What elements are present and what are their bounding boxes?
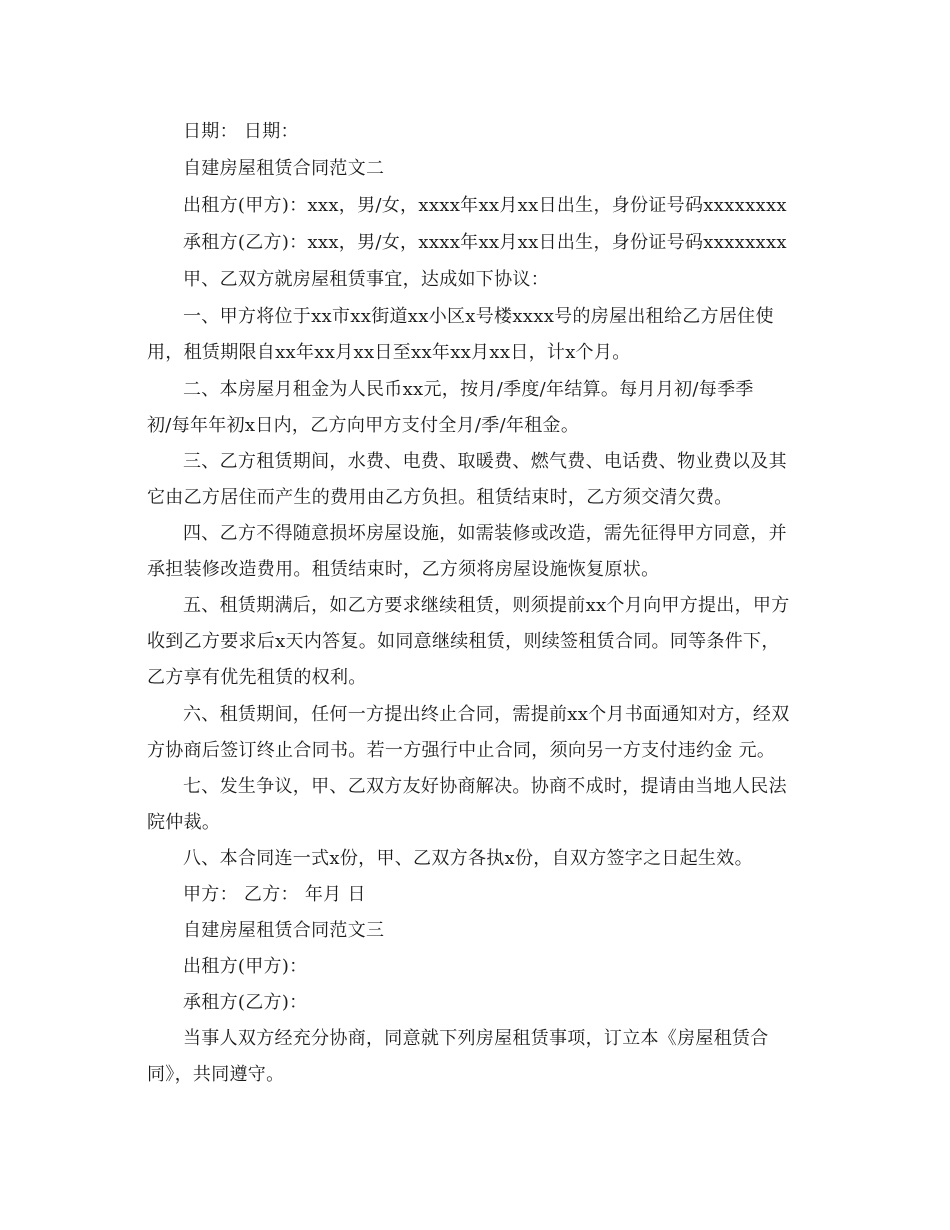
clause-6-line-1: 六、租赁期间，任何一方提出终止合同，需提前xx个月书面通知对方，经双 [183,704,790,725]
clause-3-line-2: 它由乙方居住而产生的费用由乙方负担。租赁结束时，乙方须交清欠费。 [147,487,733,508]
clause-2-line-1: 二、本房屋月租金为人民币xx元，按月/季度/年结算。每月月初/每季季 [183,379,754,400]
clause-8: 八、本合同连一式x份，甲、乙双方各执x份，自双方签字之日起生效。 [183,848,753,869]
clause-7-line-2: 院仲裁。 [147,812,221,833]
agreement-intro: 甲、乙双方就房屋租赁事宜，达成如下协议： [183,269,549,290]
lessor-line-3: 出租方(甲方)： [183,956,308,977]
clause-4-line-2: 承担装修改造费用。租赁结束时，乙方须将房屋设施恢复原状。 [147,559,660,580]
clause-5-line-3: 乙方享有优先租赁的权利。 [147,667,367,688]
clause-4-line-1: 四、乙方不得随意损坏房屋设施，如需装修或改造，需先征得甲方同意，并 [183,523,787,544]
clause-1-line-2: 用，租赁期限自xx年xx月xx日至xx年xx月xx日，计x个月。 [147,342,631,363]
preamble-line-2: 同》，共同遵守。 [147,1064,285,1085]
clause-1-line-1: 一、甲方将位于xx市xx街道xx小区x号楼xxxx号的房屋出租给乙方居住使 [183,306,774,327]
lessee-line: 承租方(乙方)：xxx，男/女，xxxx年xx月xx日出生，身份证号码xxxxxxxx [183,232,787,253]
preamble-line-1: 当事人双方经充分协商，同意就下列房屋租赁事项，订立本《房屋租赁合 [183,1028,769,1049]
clause-5-line-1: 五、租赁期满后，如乙方要求继续租赁，则须提前xx个月向甲方提出，甲方 [183,595,790,616]
clause-7-line-1: 七、发生争议，甲、乙双方友好协商解决。协商不成时，提请由当地人民法 [183,776,787,797]
lessor-line: 出租方(甲方)：xxx，男/女，xxxx年xx月xx日出生，身份证号码xxxxxxxx [183,195,787,216]
section-heading-3: 自建房屋租赁合同范文三 [183,920,385,941]
signature-line: 甲方： 乙方： 年月 日 [183,884,366,905]
clause-3-line-1: 三、乙方租赁期间，水费、电费、取暖费、燃气费、电话费、物业费以及其 [183,451,787,472]
clause-2-line-2: 初/每年年初x日内，乙方向甲方支付全月/季/年租金。 [147,415,580,436]
clause-6-line-2: 方协商后签订终止合同书。若一方强行中止合同，须向另一方支付违约金 元。 [147,740,776,761]
lessee-line-3: 承租方(乙方)： [183,992,308,1013]
clause-5-line-2: 收到乙方要求后x天内答复。如同意继续租赁，则续签租赁合同。同等条件下， [147,631,780,652]
date-line: 日期： 日期： [183,121,299,142]
section-heading-2: 自建房屋租赁合同范文二 [183,158,385,179]
